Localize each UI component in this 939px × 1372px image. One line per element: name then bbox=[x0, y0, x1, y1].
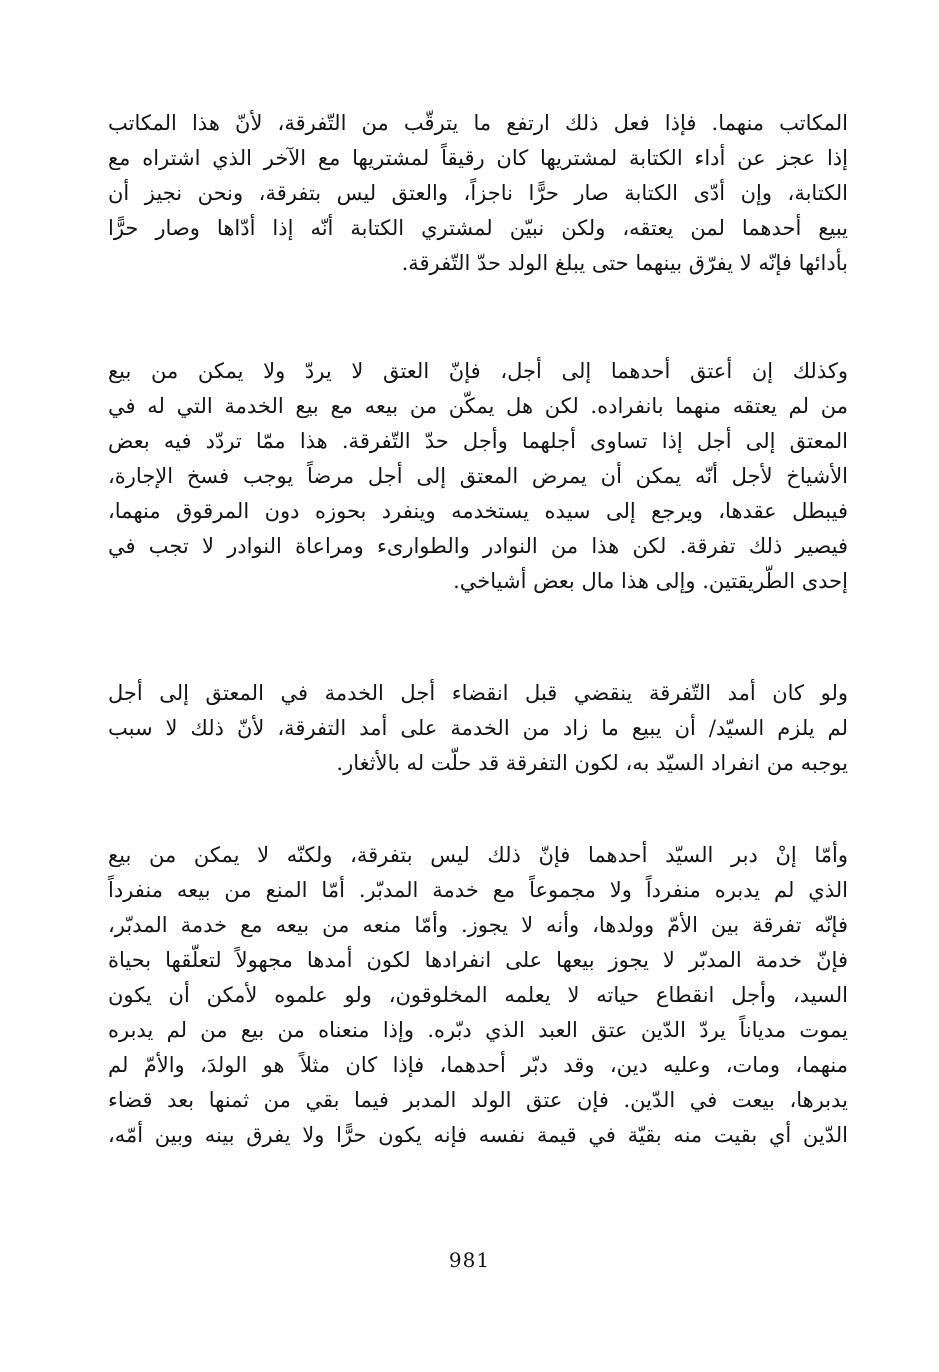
text-line: يبيع أحدهما لمن يعتقه، ولكن نبيّن لمشتري الكتابة أنّه إذا أدّاها وصار حرًّا bbox=[108, 216, 848, 240]
paragraph-3 bbox=[108, 676, 848, 781]
text-line: إذا عجز عن أداء الكتابة لمشتريها كان رقيقاً لمشتريها مع الآخر الذي اشتراه مع bbox=[108, 146, 848, 170]
page-number: 981 bbox=[448, 1248, 491, 1272]
text-line: فإنّ خدمة المدبّر لا يجوز بيعها على انفرادها لكون أمدها مجهولاً لتعلّقها بحياة bbox=[108, 948, 848, 972]
text-line: وأمّا إنْ دبر السيّد أحدهما فإنّ ذلك ليس بتفرقة، ولكنّه لا يمكن من بيع bbox=[108, 843, 848, 867]
text-line: من لم يعتقه منهما بانفراده. لكن هل يمكّن من بيعه مع بيع الخدمة التي له في bbox=[108, 394, 848, 418]
text-line: السيد، وأجل انقطاع حياته لا يعلمه المخلوقون، ولو علموه لأمكن أن يكون bbox=[108, 983, 848, 1007]
text-line: الأشياخ لأجل أنّه يمكن أن يمرض المعتق إلى أجل مرضاً يوجب فسخ الإجارة، bbox=[108, 464, 848, 488]
text-line: الذي لم يدبره منفرداً ولا مجموعاً مع خدمة المدبّر. أمّا المنع من بيعه منفرداً bbox=[108, 878, 848, 902]
paragraph-1 bbox=[108, 106, 848, 281]
text-line: فيبطل عقدها، ويرجع إلى سيده يستخدمه وينفرد بحوزه دون المرقوق منهما، bbox=[108, 499, 848, 523]
text-line: لم يلزم السيّد/ أن يبيع ما زاد من الخدمة على أمد التفرقة، لأنّ ذلك لا سبب bbox=[108, 716, 849, 740]
text-line: فإنّه تفرقة بين الأمّ وولدها، وأنه لا يجوز. وأمّا منعه من بيعه مع خدمة المدبّر، bbox=[108, 913, 848, 937]
text-line: فيصير ذلك تفرقة. لكن هذا من النوادر والطوارىء ومراعاة النوادر لا تجب في bbox=[108, 534, 848, 558]
text-line: يوجبه من انفراد السيّد به، لكون التفرقة قد حلّت له بالأثغار. bbox=[336, 751, 848, 775]
text-line: الكتابة، وإن أدّى الكتابة صار حرًّا ناجزاً، والعتق ليس بتفرقة، ونحن نجيز أن bbox=[108, 181, 848, 205]
text-line: المعتق إلى أجل إذا تساوى أجلهما وأجل حدّ التّفرقة. هذا ممّا تردّد فيه بعض bbox=[108, 429, 848, 453]
text-line: ولو كان أمد التّفرقة ينقضي قبل انقضاء أجل الخدمة في المعتق إلى أجل bbox=[108, 681, 848, 705]
paragraph-4 bbox=[108, 838, 848, 1153]
text-line: بأدائها فإنّه لا يفرّق بينهما حتى يبلغ الولد حدّ التّفرقة. bbox=[401, 251, 848, 275]
text-line: يدبرها، بيعت في الدّين. فإن عتق الولد المدبر فيما بقي من ثمنها بعد قضاء bbox=[108, 1088, 848, 1112]
text-line: الدّين أي بقيت منه بقيّة في قيمة نفسه فإنه يكون حرًّا ولا يفرق بينه وبين أمّه، bbox=[108, 1123, 848, 1147]
text-line: وكذلك إن أعتق أحدهما إلى أجل، فإنّ العتق لا يردّ ولا يمكن من بيع bbox=[108, 359, 848, 383]
paragraph-2 bbox=[108, 354, 848, 599]
text-line: إحدى الطّريقتين. وإلى هذا مال بعض أشياخي. bbox=[453, 569, 848, 593]
text-line: المكاتب منهما. فإذا فعل ذلك ارتفع ما يترقّب من التّفرقة، لأنّ هذا المكاتب bbox=[108, 111, 848, 135]
text-line: يموت مدياناً يردّ الدّين عتق العبد الذي دبّره. وإذا منعناه من بيع من لم يدبره bbox=[108, 1018, 848, 1042]
text-line: منهما، ومات، وعليه دين، وقد دبّر أحدهما، فإذا كان مثلاً هو الولدَ، والأمّ لم bbox=[108, 1053, 848, 1077]
